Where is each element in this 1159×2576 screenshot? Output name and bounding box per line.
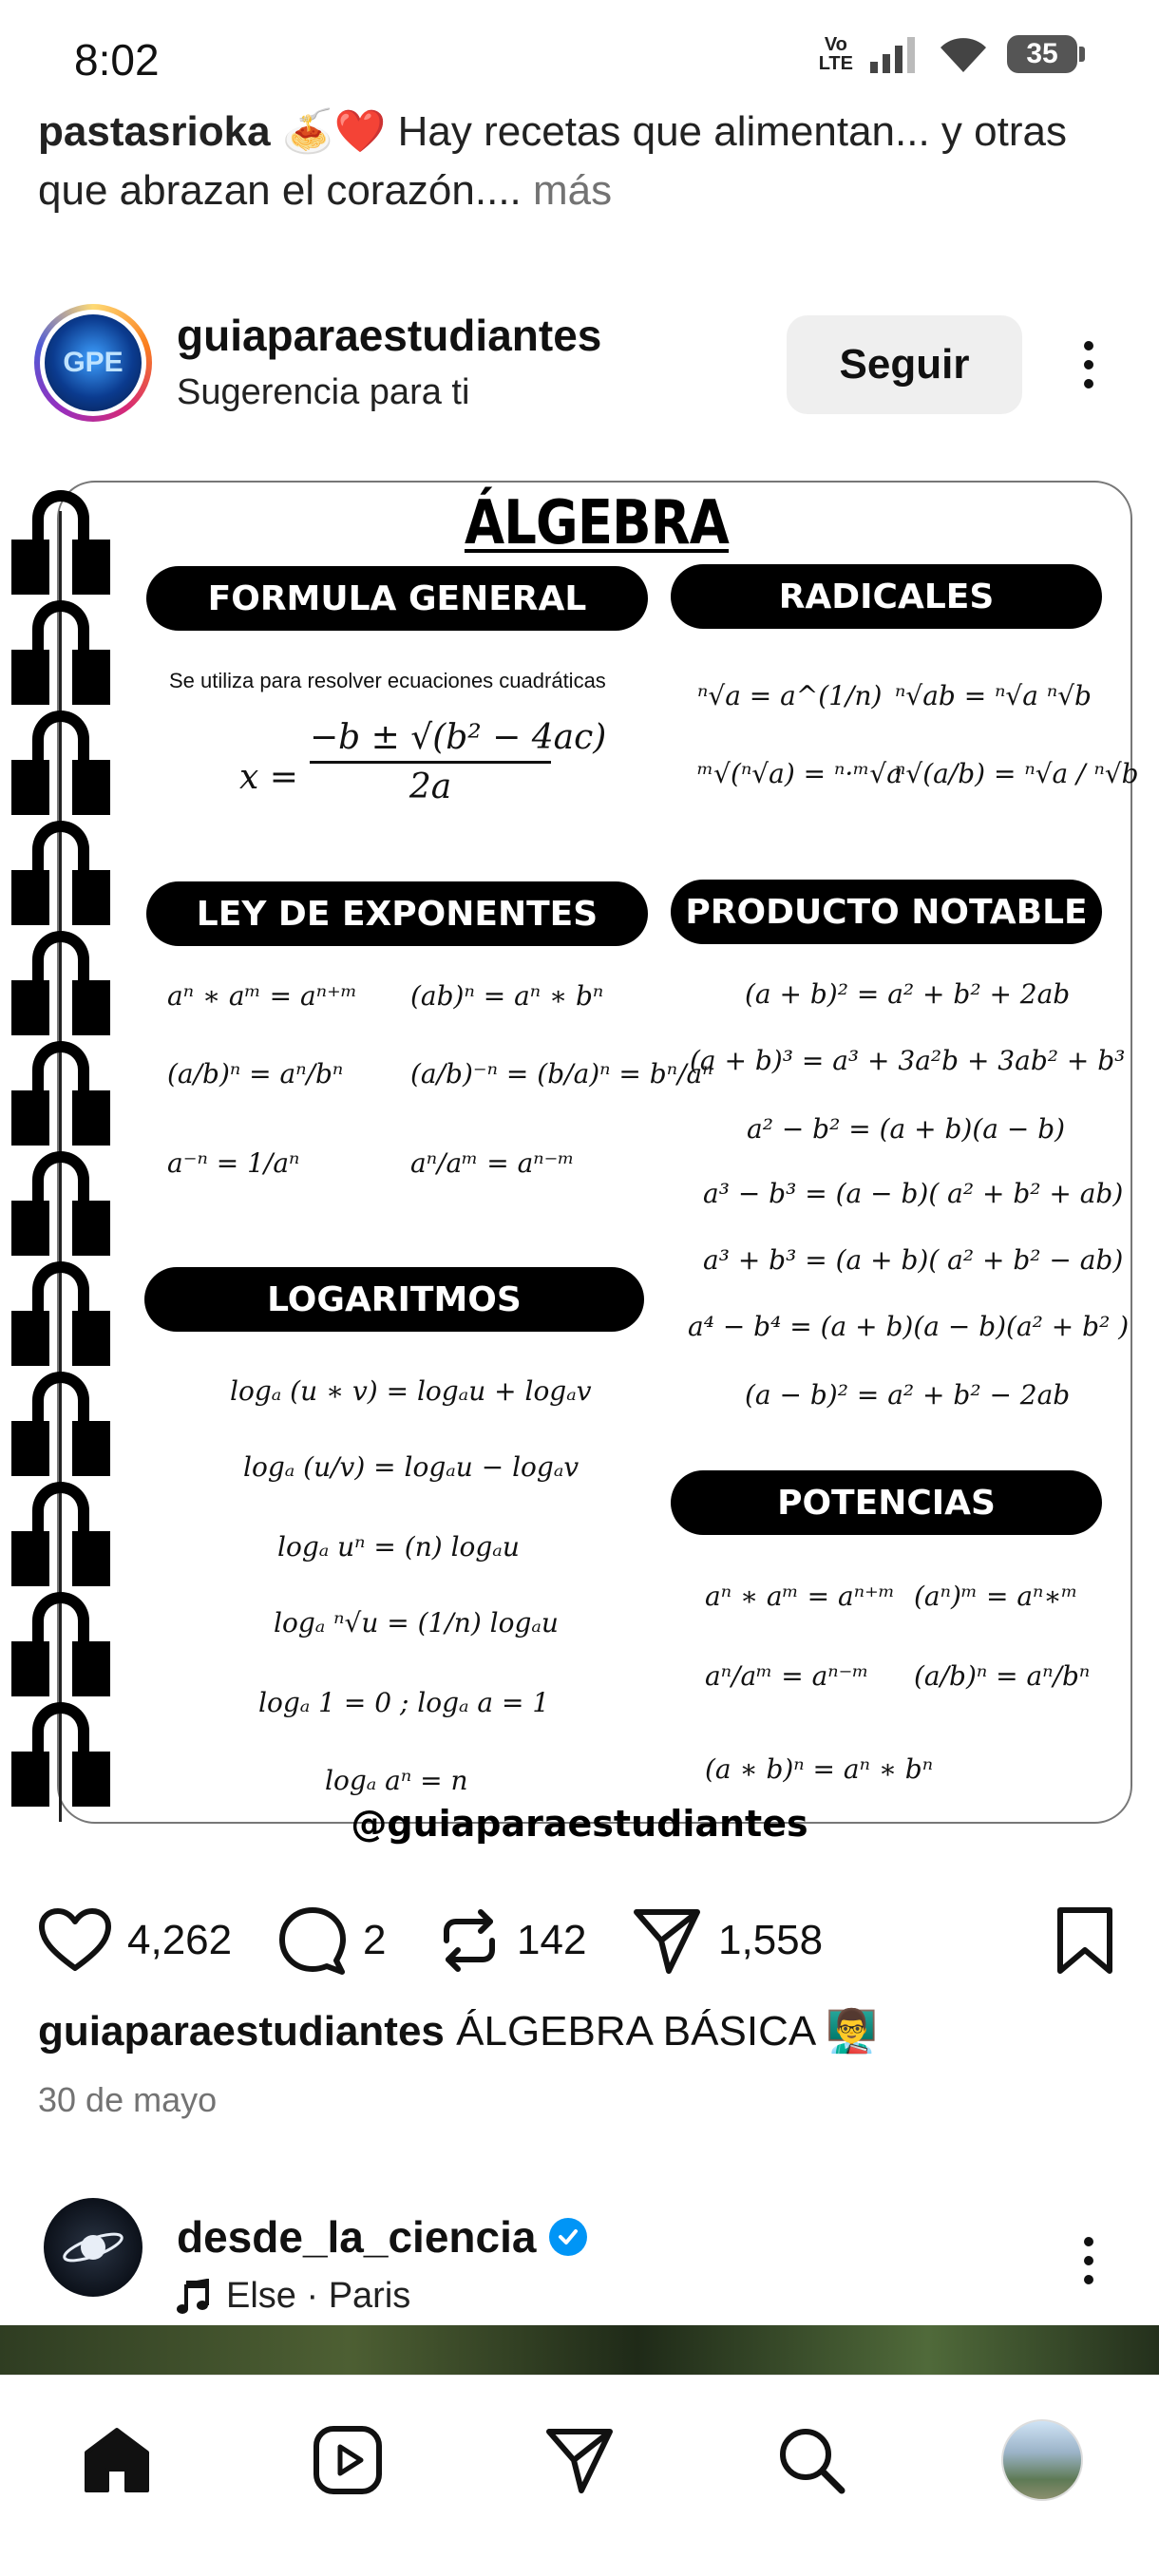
direct-share-icon[interactable] xyxy=(631,1904,703,1977)
power-formula-4: (a/b)ⁿ = aⁿ/bⁿ xyxy=(914,1660,1091,1692)
signal-icon xyxy=(870,35,920,73)
next-post-username[interactable]: desde_la_ciencia xyxy=(177,2212,537,2262)
product-formula-4: a³ − b³ = (a − b)( a² + b² + ab) xyxy=(703,1178,1124,1209)
next-post-audio-label: Else · Paris xyxy=(226,2276,411,2316)
next-post-media[interactable] xyxy=(0,2325,1159,2377)
status-time: 8:02 xyxy=(74,35,160,85)
previous-post-username[interactable]: pastasrioka xyxy=(38,108,271,155)
power-formula-3: aⁿ/aᵐ = aⁿ⁻ᵐ xyxy=(705,1660,869,1692)
product-formula-7: (a − b)² = a² + b² − 2ab xyxy=(745,1379,1071,1411)
next-post-user[interactable] xyxy=(177,2211,587,2263)
share-action[interactable] xyxy=(631,1888,823,1993)
nav-profile[interactable] xyxy=(999,2417,1085,2503)
binding-ring xyxy=(11,931,110,1035)
comment-action[interactable] xyxy=(277,1888,386,1993)
home-icon[interactable] xyxy=(81,2424,153,2496)
reels-icon[interactable] xyxy=(312,2424,384,2496)
radical-formula-2: ⁿ√ab = ⁿ√a ⁿ√b xyxy=(895,680,1092,711)
section-producto-header: PRODUCTO NOTABLE xyxy=(671,880,1102,944)
nav-reels[interactable] xyxy=(305,2417,390,2503)
power-formula-2: (aⁿ)ᵐ = aⁿ∗ᵐ xyxy=(914,1581,1078,1612)
radical-formula-3: ᵐ√(ⁿ√a) = ⁿ·ᵐ√a xyxy=(697,758,902,789)
sheet-title: ÁLGEBRA xyxy=(464,488,730,559)
product-formula-6: a⁴ − b⁴ = (a + b)(a − b)(a² + b² ) xyxy=(688,1311,1130,1342)
post-date: 30 de mayo xyxy=(38,2080,218,2119)
binding-ring xyxy=(11,1261,110,1366)
battery-icon: 35 xyxy=(1007,35,1077,73)
formula-general-fraction: −b ± √(b² − 4ac) 2a xyxy=(310,718,607,806)
post-username[interactable]: guiaparaestudiantes xyxy=(177,311,602,360)
comment-icon[interactable] xyxy=(277,1905,348,1976)
caption-text: ÁLGEBRA BÁSICA 👨‍🏫 xyxy=(456,2008,878,2055)
next-post-header xyxy=(0,2185,1159,2327)
binding-ring xyxy=(11,1041,110,1146)
exponent-formula-3: (a/b)ⁿ = aⁿ/bⁿ xyxy=(167,1058,344,1089)
previous-post-caption[interactable] xyxy=(38,103,1130,220)
log-formula-6: logₐ aⁿ = n xyxy=(325,1765,468,1796)
power-formula-1: aⁿ ∗ aᵐ = aⁿ⁺ᵐ xyxy=(705,1581,895,1612)
binding-ring xyxy=(11,600,110,705)
post-image[interactable] xyxy=(0,473,1159,1860)
status-icons xyxy=(819,34,1077,74)
binding-ring xyxy=(11,1592,110,1696)
post-caption[interactable] xyxy=(38,2006,878,2055)
section-exponentes-header: LEY DE EXPONENTES xyxy=(146,881,648,946)
volte-indicator: Vo LTE xyxy=(818,34,853,74)
binding-ring xyxy=(11,1482,110,1586)
log-formula-2: logₐ (u/v) = logₐu − logₐv xyxy=(243,1451,580,1483)
exponent-formula-2: (ab)ⁿ = aⁿ ∗ bⁿ xyxy=(410,980,604,1012)
avatar: GPE xyxy=(45,314,142,411)
save-action[interactable] xyxy=(1054,1888,1115,1993)
bottom-navigation xyxy=(0,2375,1159,2576)
post-header xyxy=(0,294,1159,437)
section-logaritmos-header: LOGARITMOS xyxy=(144,1267,644,1332)
more-options-icon[interactable] xyxy=(1070,327,1108,403)
like-count: 4,262 xyxy=(127,1917,233,1963)
repost-count: 142 xyxy=(517,1917,587,1963)
exponent-formula-4: (a/b)⁻ⁿ = (b/a)ⁿ = bⁿ/aⁿ xyxy=(410,1058,713,1089)
formula-general-note: Se utiliza para resolver ecuaciones cuadráticas xyxy=(169,669,606,692)
binding-ring xyxy=(11,821,110,925)
product-formula-5: a³ + b³ = (a + b)( a² + b² − ab) xyxy=(703,1244,1124,1276)
story-ring[interactable] xyxy=(34,304,152,422)
like-action[interactable] xyxy=(38,1888,232,1993)
caption-username[interactable]: guiaparaestudiantes xyxy=(38,2008,445,2055)
radical-formula-1: ⁿ√a = a^(1/n) xyxy=(697,680,883,711)
previous-post-text: Hay recetas que alimentan... y otras que abrazan el corazón.... xyxy=(38,108,1067,214)
repost-icon[interactable] xyxy=(437,1904,502,1977)
previous-post-emojis: 🍝❤️ xyxy=(281,108,387,155)
repost-action[interactable] xyxy=(437,1888,586,1993)
planet-icon xyxy=(60,2224,126,2271)
nav-direct[interactable] xyxy=(537,2417,622,2503)
more-link[interactable]: más xyxy=(533,167,613,214)
exponent-formula-6: aⁿ/aᵐ = aⁿ⁻ᵐ xyxy=(410,1147,575,1179)
verified-badge-icon xyxy=(549,2218,587,2256)
next-post-more-options-icon[interactable] xyxy=(1070,2223,1108,2299)
section-radicales-header: RADICALES xyxy=(671,564,1102,629)
log-formula-1: logₐ (u ∗ v) = logₐu + logₐv xyxy=(230,1375,592,1407)
nav-search[interactable] xyxy=(769,2417,854,2503)
wifi-icon xyxy=(937,34,990,74)
nav-home[interactable] xyxy=(74,2417,160,2503)
profile-avatar[interactable] xyxy=(1001,2419,1083,2501)
next-post-audio[interactable] xyxy=(177,2276,410,2317)
binding-ring xyxy=(11,1702,110,1807)
power-formula-5: (a ∗ b)ⁿ = aⁿ ∗ bⁿ xyxy=(705,1753,934,1785)
log-formula-4: logₐ ⁿ√u = (1/n) logₐu xyxy=(274,1607,559,1638)
comment-count: 2 xyxy=(363,1917,387,1963)
share-count: 1,558 xyxy=(718,1917,824,1963)
log-formula-3: logₐ uⁿ = (n) logₐu xyxy=(277,1531,520,1563)
product-formula-2: (a + b)³ = a³ + 3a²b + 3ab² + b³ xyxy=(690,1045,1126,1076)
radical-formula-4: ⁿ√(a/b) = ⁿ√a / ⁿ√b xyxy=(895,758,1139,789)
cheat-sheet-card xyxy=(57,481,1139,1824)
binding-ring xyxy=(11,1372,110,1476)
binding-ring xyxy=(11,1151,110,1256)
next-post-avatar[interactable] xyxy=(44,2198,142,2297)
bookmark-icon[interactable] xyxy=(1054,1906,1115,1975)
heart-icon[interactable] xyxy=(38,1907,112,1974)
follow-button[interactable]: Seguir xyxy=(787,315,1022,414)
product-formula-1: (a + b)² = a² + b² + 2ab xyxy=(745,978,1071,1010)
section-potencias-header: POTENCIAS xyxy=(671,1470,1102,1535)
exponent-formula-5: a⁻ⁿ = 1/aⁿ xyxy=(167,1147,300,1179)
direct-icon[interactable] xyxy=(543,2424,616,2496)
music-note-icon xyxy=(177,2279,209,2315)
binding-ring xyxy=(11,710,110,815)
exponent-formula-1: aⁿ ∗ aᵐ = aⁿ⁺ᵐ xyxy=(167,980,357,1012)
suggestion-label: Sugerencia para ti xyxy=(177,372,470,412)
search-icon[interactable] xyxy=(775,2424,847,2496)
section-formula-general-header: FORMULA GENERAL xyxy=(146,566,648,631)
product-formula-3: a² − b² = (a + b)(a − b) xyxy=(747,1113,1066,1145)
log-formula-5: logₐ 1 = 0 ; logₐ a = 1 xyxy=(258,1687,550,1718)
image-watermark: @guiaparaestudiantes xyxy=(351,1803,808,1845)
formula-general-lhs: x = xyxy=(239,758,298,797)
binding-ring xyxy=(11,490,110,595)
post-actions xyxy=(0,1888,1159,1993)
